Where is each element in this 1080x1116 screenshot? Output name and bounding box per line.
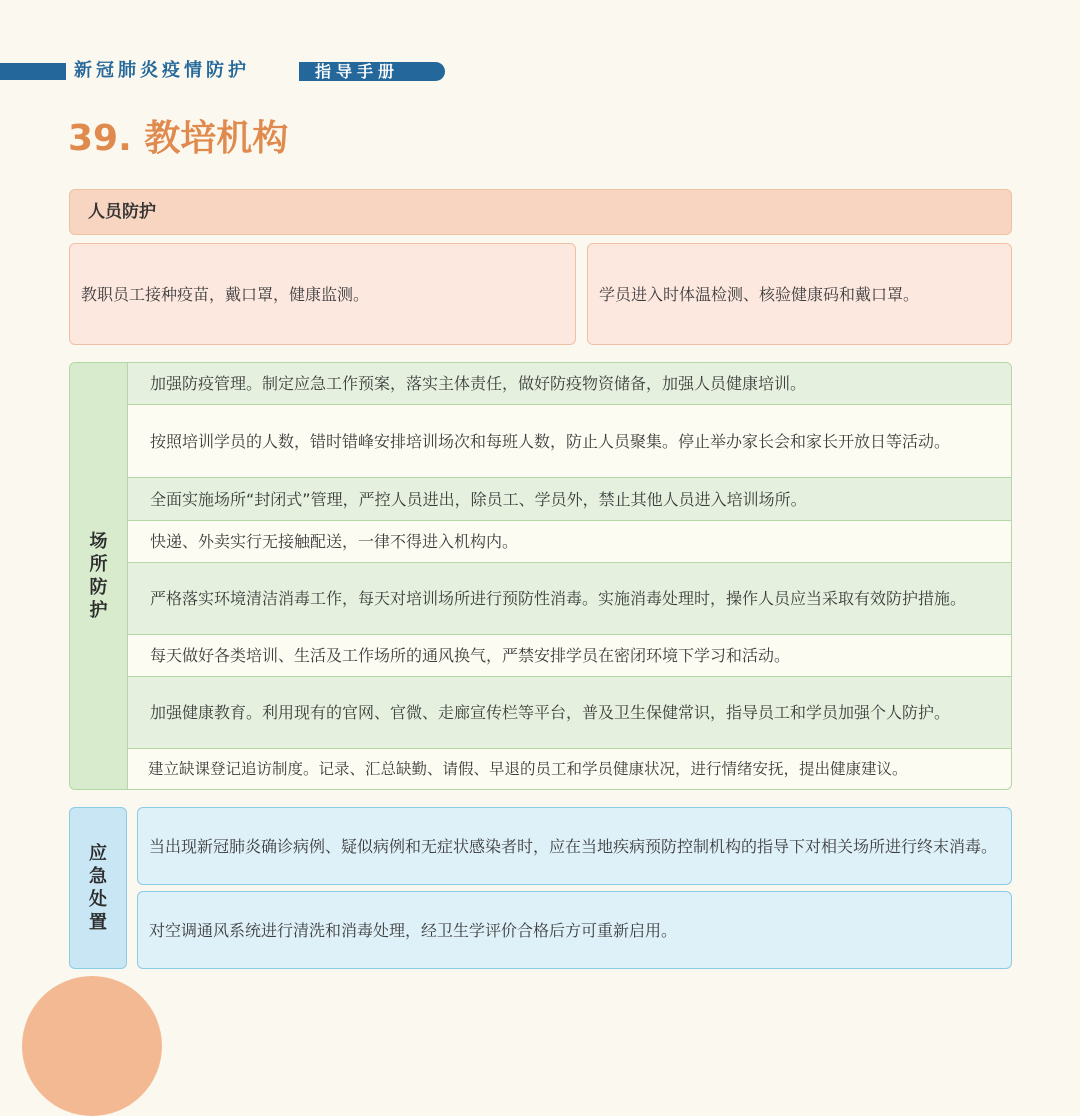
header-title: 新冠肺炎疫情防护 xyxy=(74,60,250,81)
header-tag: 指导手册 xyxy=(299,62,445,81)
header-accent-bar xyxy=(0,63,66,80)
personnel-item: 学员进入时体温检测、核验健康码和戴口罩。 xyxy=(587,243,1012,345)
venue-section xyxy=(69,362,1012,790)
decorative-circle xyxy=(22,976,162,1116)
venue-row: 按照培训学员的人数，错时错峰安排培训场次和每班人数，防止人员聚集。停止举办家长会和家长开放日等活动。 xyxy=(128,405,1011,478)
venue-label: 场所防护 xyxy=(89,531,108,621)
personnel-heading: 人员防护 xyxy=(69,189,1012,235)
venue-row: 加强健康教育。利用现有的官网、官微、走廊宣传栏等平台，普及卫生保健常识，指导员工和学员加强个人防护。 xyxy=(128,677,1011,749)
page-title: 39. 教培机构 xyxy=(68,118,289,159)
venue-row: 每天做好各类培训、生活及工作场所的通风换气，严禁安排学员在密闭环境下学习和活动。 xyxy=(128,635,1011,677)
personnel-item: 教职员工接种疫苗，戴口罩，健康监测。 xyxy=(69,243,576,345)
emergency-item: 对空调通风系统进行清洗和消毒处理，经卫生学评价合格后方可重新启用。 xyxy=(137,891,1012,969)
emergency-label-cell xyxy=(69,807,127,969)
emergency-label: 应急处置 xyxy=(89,843,107,933)
emergency-item: 当出现新冠肺炎确诊病例、疑似病例和无症状感染者时，应在当地疾病预防控制机构的指导下对相关场所进行终末消毒。 xyxy=(137,807,1012,885)
venue-row: 加强防疫管理。制定应急工作预案，落实主体责任，做好防疫物资储备，加强人员健康培训。 xyxy=(128,363,1011,405)
venue-row: 严格落实环境清洁消毒工作，每天对培训场所进行预防性消毒。实施消毒处理时，操作人员应当采取有效防护措施。 xyxy=(128,563,1011,635)
venue-row: 全面实施场所“封闭式”管理，严控人员进出，除员工、学员外，禁止其他人员进入培训场所。 xyxy=(128,478,1011,521)
venue-rows xyxy=(128,363,1011,789)
venue-row: 快递、外卖实行无接触配送，一律不得进入机构内。 xyxy=(128,521,1011,563)
venue-label-cell xyxy=(70,363,128,789)
venue-row: 建立缺课登记追访制度。记录、汇总缺勤、请假、早退的员工和学员健康状况，进行情绪安抚，提出健康建议。 xyxy=(128,749,1011,789)
